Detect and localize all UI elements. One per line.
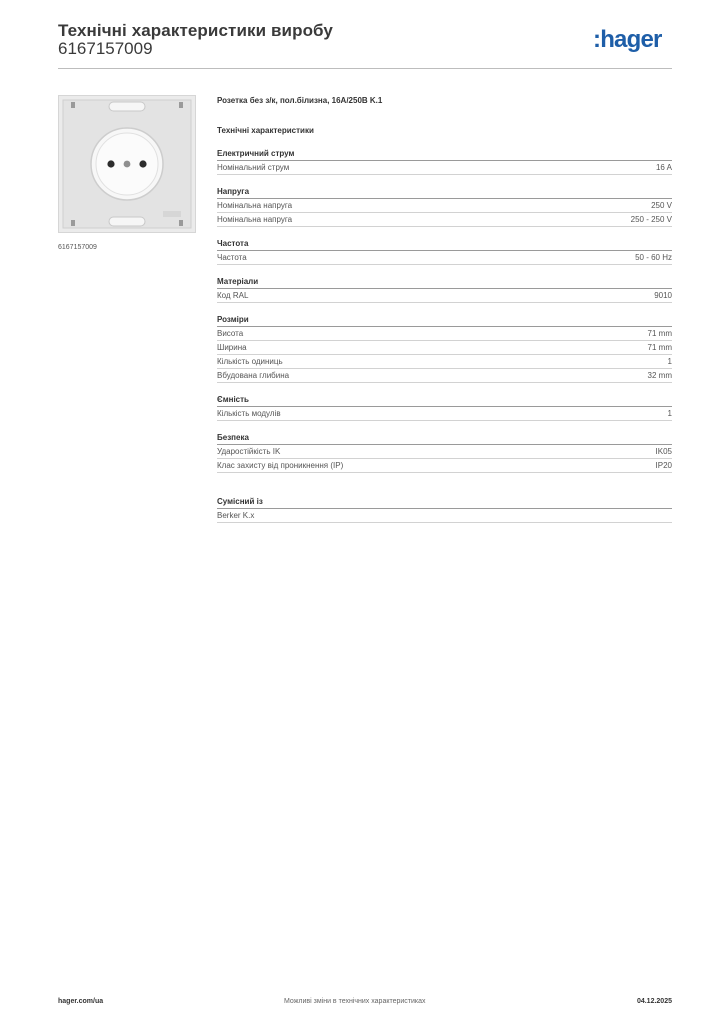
spec-sheet (217, 95, 672, 523)
spec-value: 9010 (654, 291, 672, 300)
group-title: Частота (217, 239, 672, 251)
group-title: Ємність (217, 395, 672, 407)
spec-label: Номінальна напруга (217, 201, 293, 210)
spec-label: Berker K.x (217, 511, 255, 520)
spec-row (217, 341, 672, 355)
spec-row (217, 407, 672, 421)
spec-value: 50 - 60 Hz (635, 253, 672, 262)
spec-label: Частота (217, 253, 247, 262)
footer-disclaimer: Можливі зміни в технічних характеристиках (284, 998, 426, 1005)
image-caption: 6167157009 (58, 244, 97, 251)
spec-label: Клас захисту від проникнення (IP) (217, 461, 344, 470)
spec-label: Висота (217, 329, 244, 338)
spec-row (217, 355, 672, 369)
spec-group-voltage (217, 187, 672, 227)
spec-value: IP20 (655, 461, 672, 470)
spec-group-safety (217, 433, 672, 473)
spec-row (217, 459, 672, 473)
spec-value: IK05 (655, 447, 672, 456)
header-divider (58, 68, 672, 69)
spec-group-current (217, 149, 672, 175)
spec-row (217, 289, 672, 303)
spec-label: Номінальний струм (217, 163, 290, 172)
spec-row (217, 251, 672, 265)
spec-row (217, 369, 672, 383)
spec-label: Ударостійкість IK (217, 447, 281, 456)
product-name: Розетка без з/к, пол.білизна, 16A/250В K.1 (217, 96, 383, 105)
spec-row (217, 445, 672, 459)
spec-group-capacity (217, 395, 672, 421)
group-title: Напруга (217, 187, 672, 199)
page-title: Технічні характеристики виробу (58, 21, 333, 40)
spec-heading: Технічні характеристики (217, 126, 314, 135)
spec-row (217, 161, 672, 175)
footer-website-link[interactable]: hager.com/ua (58, 998, 104, 1005)
spec-value: 71 mm (647, 343, 672, 352)
group-title: Матеріали (217, 277, 672, 289)
spec-value: 32 mm (647, 371, 672, 380)
group-title: Електричний струм (217, 149, 672, 161)
spec-value: 250 - 250 V (630, 215, 672, 224)
spec-label: Код RAL (217, 291, 249, 300)
spec-value: 1 (667, 357, 672, 366)
socket-outlet-icon (59, 96, 195, 232)
spec-label: Кількість одиниць (217, 357, 283, 366)
spec-value: 16 A (655, 163, 672, 172)
group-title: Сумісний із (217, 497, 672, 509)
spec-value: 250 V (651, 201, 672, 210)
spec-group-compatible (217, 497, 672, 523)
product-code: 6167157009 (58, 39, 153, 58)
spec-label: Номінальна напруга (217, 215, 293, 224)
spec-label: Ширина (217, 343, 247, 352)
spec-row (217, 327, 672, 341)
spec-group-frequency (217, 239, 672, 265)
spec-group-materials (217, 277, 672, 303)
product-image (58, 95, 196, 233)
spec-row (217, 213, 672, 227)
spec-row (217, 509, 672, 523)
footer-date: 04.12.2025 (636, 998, 672, 1005)
spec-label: Кількість модулів (217, 409, 281, 418)
hager-logo: :hager (593, 26, 662, 53)
spec-value: 1 (667, 409, 672, 418)
spec-row (217, 199, 672, 213)
spec-group-dimensions (217, 315, 672, 383)
group-title: Безпека (217, 433, 672, 445)
spec-value: 71 mm (647, 329, 672, 338)
spec-label: Вбудована глибина (217, 371, 290, 380)
group-title: Розміри (217, 315, 672, 327)
